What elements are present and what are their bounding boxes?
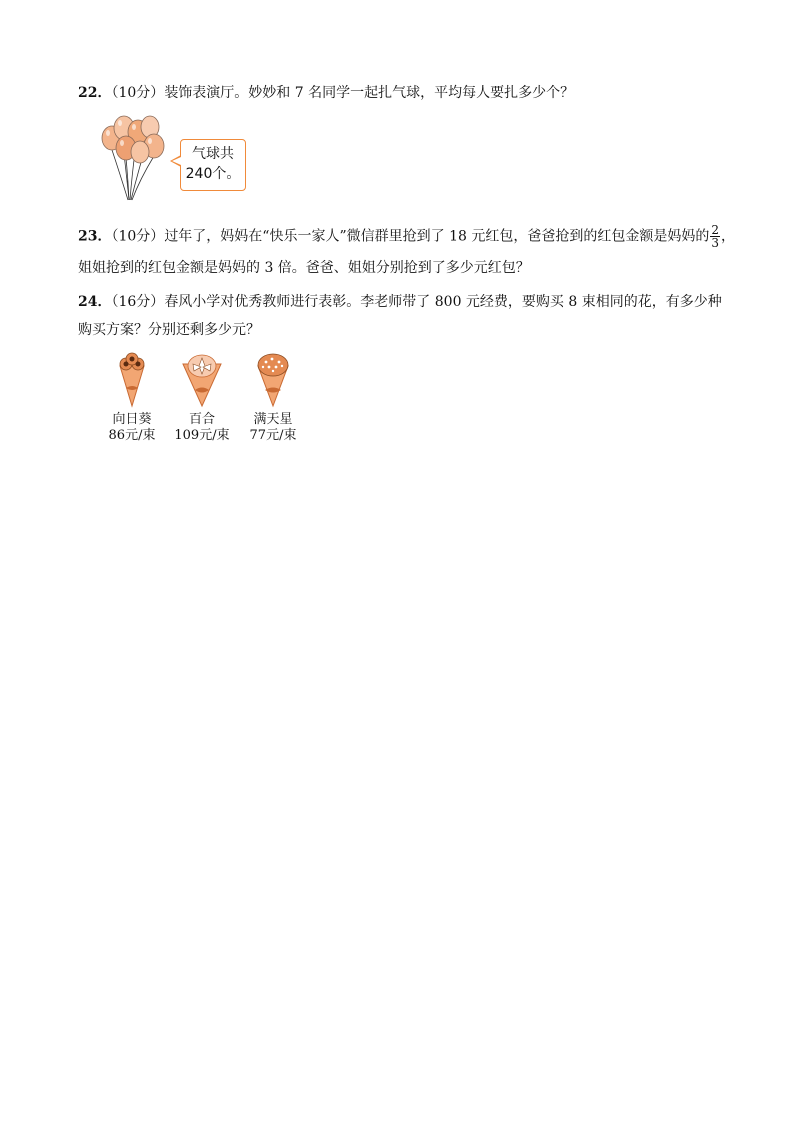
fraction [710, 224, 720, 249]
question-points: （10分） [111, 85, 165, 101]
question-number: 24． [78, 294, 112, 310]
lily-bouquet-icon [177, 352, 227, 408]
question-24-line-2 [78, 320, 742, 340]
flower-name: 满天星 [253, 412, 293, 427]
fraction-denominator: 3 [711, 236, 719, 250]
bubble-line-1: 气球共 [192, 146, 234, 162]
fraction-numerator: 2 [711, 223, 719, 237]
question-text-comma: ， [720, 228, 735, 245]
question-number: 22． [78, 85, 112, 101]
question-text: 春风小学对优秀教师进行表彰。李老师带了 800 元经费，要购买 8 束相同的花，有多少种 [164, 294, 722, 310]
question-23 [78, 224, 742, 249]
flower-price: 86元/束 [108, 428, 156, 443]
question-points: （10分） [111, 228, 165, 245]
speech-bubble-tail-inner [172, 157, 181, 165]
flower-name: 百合 [188, 412, 215, 427]
flower-name: 向日葵 [112, 412, 152, 427]
flower-babys-breath [243, 352, 303, 444]
question-points: （16分） [111, 294, 165, 310]
bubble-line-2: 240个。 [185, 166, 241, 182]
question-22 [78, 83, 742, 103]
question-24 [78, 292, 742, 312]
question-text: 姐姐抢到的红包金额是妈妈的 3 倍。爸爸、姐姐分别抢到了多少元红包？ [78, 260, 530, 276]
flower-price: 77元/束 [249, 428, 297, 443]
flower-price: 109元/束 [174, 428, 230, 443]
flower-sunflower [102, 352, 162, 444]
question-text: 装饰表演厅。妙妙和 7 名同学一起扎气球，平均每人要扎多少个？ [164, 85, 575, 101]
question-number: 23． [78, 228, 112, 245]
question-23-line-2 [78, 258, 742, 278]
flower-lily [172, 352, 232, 444]
babys-breath-bouquet-icon [250, 352, 296, 408]
question-text: 购买方案？分别还剩多少元？ [78, 322, 260, 338]
balloons-illustration [98, 114, 178, 204]
sunflower-bouquet-icon [112, 352, 152, 408]
speech-bubble [180, 139, 246, 191]
question-text: 过年了，妈妈在“快乐一家人”微信群里抢到了 18 元红包，爸爸抢到的红包金额是妈妈的 [164, 228, 710, 245]
